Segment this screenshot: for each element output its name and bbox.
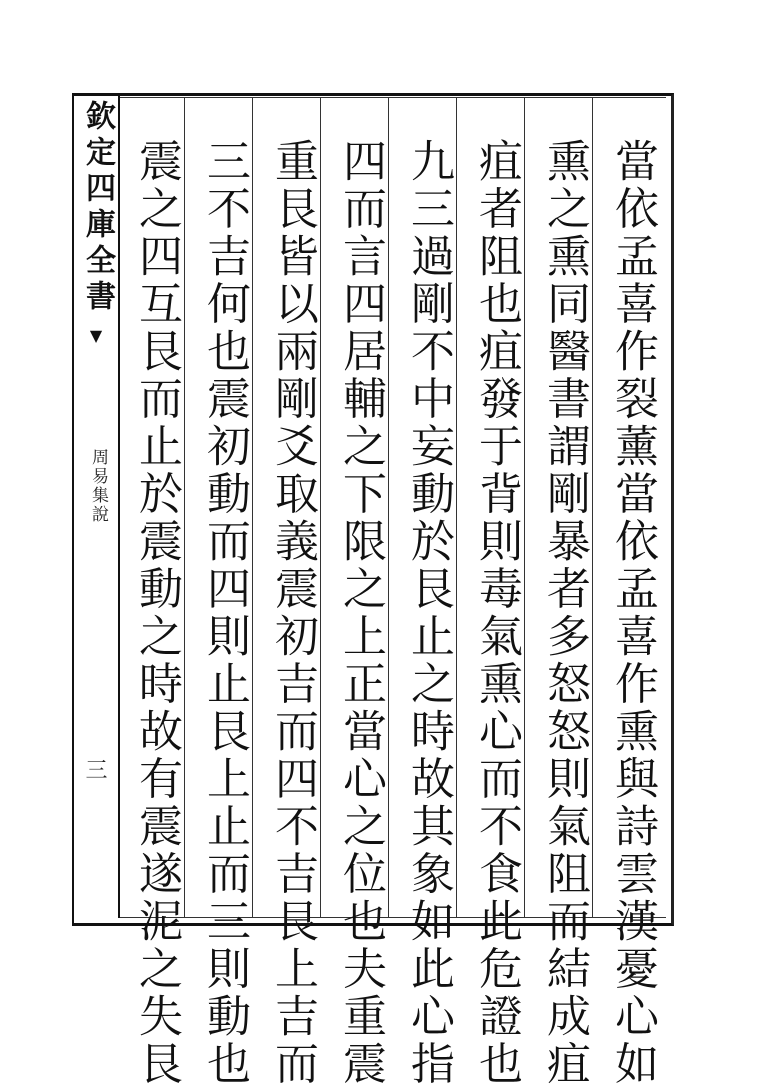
text-column: 四而言四居輔之下限之上正當心之位也夫重震 xyxy=(335,138,386,1088)
text-column: 震之四互艮而止於震動之時故有震遂泥之失艮 xyxy=(131,138,182,1088)
text-column: 三不吉何也震初動而四則止艮上止而三則動也 xyxy=(199,138,250,1088)
fish-tail-mark-icon: ▼ xyxy=(89,326,103,345)
text-column: 疽者阻也疽發于背則毒氣熏心而不食此危證也 xyxy=(471,138,522,1088)
text-column: 熏之熏同醫書謂剛暴者多怒怒則氣阻而結成疽 xyxy=(539,138,590,1088)
book-title: 周易集說 xyxy=(88,448,108,524)
collection-title: 欽定四庫全書 xyxy=(80,100,115,316)
text-column: 重艮皆以兩剛爻取義震初吉而四不吉艮上吉而 xyxy=(267,138,318,1088)
page-number: 三 xyxy=(82,758,107,780)
text-column: 當依孟喜作裂薰當依孟喜作熏與詩雲漢憂心如 xyxy=(607,138,658,1088)
text-column: 九三過剛不中妄動於艮止之時故其象如此心指 xyxy=(403,138,454,1088)
